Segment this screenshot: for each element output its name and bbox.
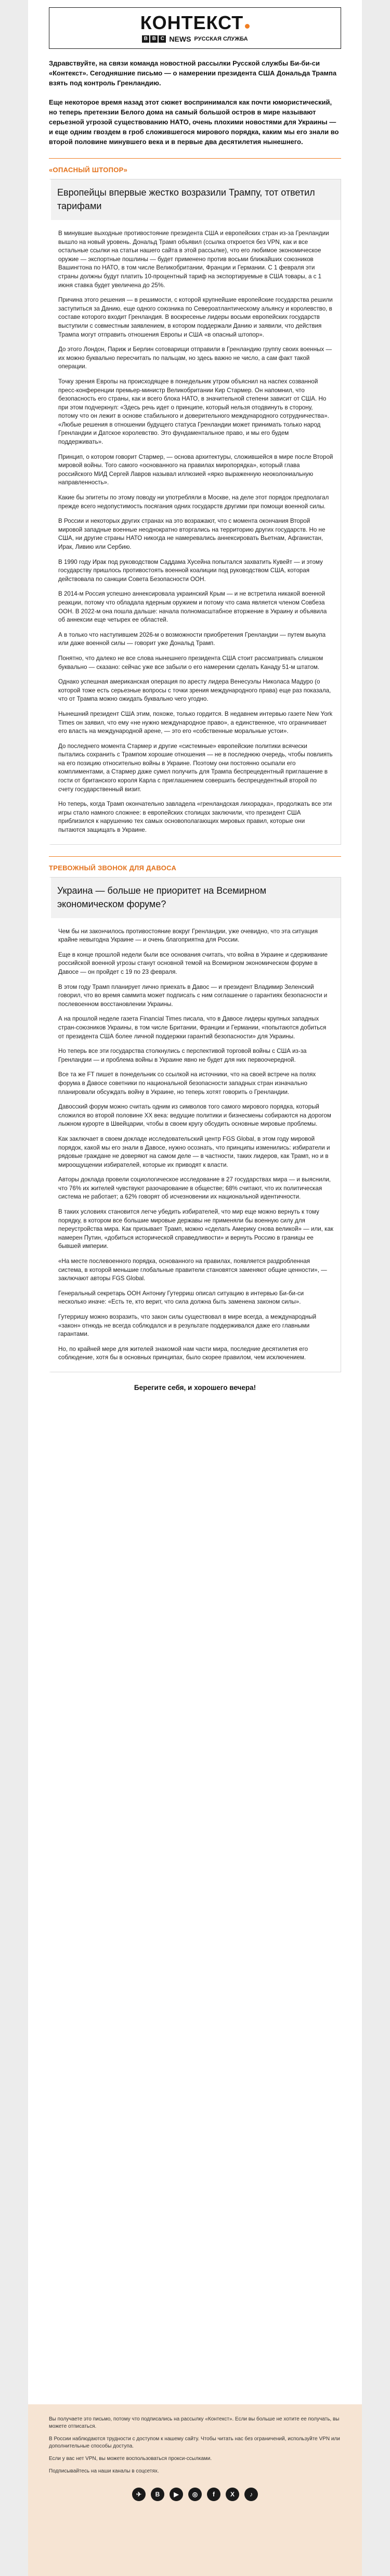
article-headline: Европейцы впервые жестко возразили Трампу, тот ответил тарифами	[51, 179, 341, 220]
bbc-letter: B	[142, 35, 149, 43]
article-paragraph: «На месте послевоенного порядка, основанного на правилах, появляется раздробленная система, в которой меньшие глобальные правители становятся заменяют общие ценности», — заключают авторы FGS Global.	[58, 1258, 327, 1282]
article-paragraph: Давосский форум можно считать одним из символов того самого мирового порядка, который сложился во второй половине XX века: ведущие политики и бизнесмены собираются на дорогом лыжном курорте в Швейцарии, чтобы в своем кругу обсудить основные мировые проблемы.	[58, 1103, 331, 1128]
article-paragraph: Но теперь все эти государства столкнулись с перспективой торговой войны с США из-за Гренландии — и проблема войны в Украине явно не будет для них первоочередной.	[58, 1048, 307, 1063]
article-paragraph: Принцип, о котором говорит Стармер, — основа архитектуры, сложившейся в мире после Второй мировой войны. Того самого «основанного на правилах миропорядка», который глава российского МИД Сергей Лавров называл иллюзией «ярко выраженную неоколониальную направленность».	[58, 453, 333, 486]
article-body	[51, 918, 341, 1372]
article-paragraph: В этом году Трамп планирует лично приехать в Давос — и президент Владимир Зеленский говорил, что во время саммита может подписать с ним соглашение о гарантиях безопасности и послевоенном восстановлении Украины.	[58, 983, 328, 1008]
footer	[28, 2404, 362, 2576]
article-paragraph: В минувшие выходные противостояние президента США и европейских стран из-за Гренландии вышло на новый уровень. Дональд Трамп объявил (ссылка откроется без VPN, как и все остальные ссылки на статьи нашего сайта в этой рассылке), что его любимое экономическое оружие — экспортные пошлины — будет применено против восьми ближайших союзников Вашингтона по НАТО, в том числе Великобритании, Франции и Германии. С 1 февраля эти страны должны будут платить 10-процентный тариф на экспортируемые в США товары, а с 1 июня ставка будет увеличена до 25%.	[58, 230, 329, 289]
intro-paragraph: Здравствуйте, на связи команда новостной рассылки Русской службы Би-би-си «Контекст». Сегодняшние письмо — о намерении президента США Дональда Трампа взять под контроль Гренландию.	[49, 59, 337, 87]
sign-off: Берегите себя, и хорошего вечера!	[134, 1383, 256, 1392]
telegram-icon[interactable]: ✈	[132, 2488, 146, 2501]
youtube-icon[interactable]: ▶	[170, 2488, 183, 2501]
article-paragraph: Гутерришу можно возразить, что закон силы существовал в мире всегда, а международный «закон» отнюдь не всегда соблюдался и в результате поддерживался даже его главными гарантами.	[58, 1313, 317, 1338]
section-title: «ОПАСНЫЙ ШТОПОР»	[49, 166, 128, 174]
article-paragraph: Нынешний президент США этим, похоже, только гордится. В недавнем интервью газете New York Times он заявил, что ему «не нужно международное право», а единственное, что ограничивает его власть на международной арене, — это его «собственные моральные устои».	[58, 710, 333, 735]
article-body	[51, 220, 341, 844]
bbc-letter: C	[159, 35, 166, 43]
article-paragraph: Понятно, что далеко не все слова нынешнего президента США стоит рассматривать слишком буквально — сказано: сейчас уже все забыли о его намерении сделать Канаду 51-м штатом.	[58, 654, 323, 671]
facebook-icon[interactable]: f	[207, 2488, 220, 2501]
article-paragraph: Чем бы ни закончилось противостояние вокруг Гренландии, уже очевидно, что эта ситуация крайне невыгодна Украине — и очень благоприятна для России.	[58, 928, 318, 944]
section-divider	[49, 856, 341, 857]
section-divider	[49, 158, 341, 159]
kontekst-logo	[140, 13, 250, 33]
vk-icon[interactable]: В	[151, 2488, 164, 2501]
news-label: NEWS	[169, 35, 191, 43]
footer-note: Вы получаете это письмо, потому что подписались на рассылку «Контекст». Если вы больше не хотите ее получать, вы можете отписаться.	[49, 2416, 340, 2429]
article-paragraph: До последнего момента Стармер и другие «системные» европейские политики всячески пытались сохранить с Трампом хорошие отношения — не в последнюю очередь, чтобы повлиять на его позицию относительно войны в Украине. Поэтому они постоянно осыпали его комплиментами, а Стармер даже сумел получить для Трампа беспрецедентный приглашение в гости от британского короля Карла с приглашением совершить беспрецедентный второй по счету государственный визит.	[58, 742, 333, 793]
article-paragraph: Однако успешная американская операция по аресту лидера Венесуэлы Николаса Мадуро (о которой тоже есть серьезные вопросы с точки зрения международного права) еще раз показала, что от Трампа можно ожидать буквально чего угодно.	[58, 678, 331, 703]
section-title: ТРЕВОЖНЫЙ ЗВОНОК ДЛЯ ДАВОСА	[49, 864, 177, 872]
article-card	[49, 877, 341, 1372]
footer-note: В России наблюдаются трудности с доступом к нашему сайту. Чтобы читать нас без ограничений, используйте VPN или дополнительные способы доступа.	[49, 2436, 340, 2449]
article-paragraph: В таких условиях становится легче убедить избирателей, что мир еще можно вернуть к тому порядку, в котором все большие мировые державы не применяли бы военную силу для переустройства мира. Как призывает Трамп, можно «сделать Америку снова великой» — или, как намерен Путин, «добиться исторической справедливости» и вернуть Россию в границы ее бывшей империи.	[58, 1208, 333, 1250]
newsletter-page	[28, 0, 362, 2576]
article-paragraph: Как заключает в своем докладе исследовательский центр FGS Global, в этом году мировой порядок, какой мы его знали в Давосе, нужно осознать, что принципы изменились: избиратели и рядовые граждане не доверяют на самом деле — в частности, таких лидеров, как Трамп, но и в мироощущении избирателей, которые их приводят к власти.	[58, 1135, 330, 1168]
bbc-logo	[142, 35, 166, 43]
tiktok-icon[interactable]: ♪	[244, 2488, 258, 2501]
social-links	[49, 2488, 341, 2501]
article-headline: Украина — больше не приоритет на Всемирном экономическом форуме?	[51, 878, 341, 918]
article-paragraph: А в только что наступившем 2026-м о возможности приобретения Гренландии — путем выкупа или даже военной силы — говорит уже Дональд Трамп.	[58, 631, 326, 647]
article-card	[49, 179, 341, 845]
logo-text: КОНТЕКСТ	[140, 12, 244, 33]
intro-paragraph: Еще некоторое время назад этот сюжет воспринимался как почти юмористический, но теперь претензии Белого дома на самый большой остров в мире называют серьезной угрозой существованию НАТО, очень плохими новостями для Украины — и еще одним гвоздем в гроб сложившегося мирового порядка, каким мы его знали во второй половине минувшего века и в первые два десятилетия нынешнего.	[49, 98, 339, 146]
article-paragraph: Но, по крайней мере для жителей знакомой нам части мира, последние десятилетия его соблюдение, хотя бы в основных принципах, было скорее правилом, чем исключением.	[58, 1345, 308, 1361]
service-label: РУССКАЯ СЛУЖБА	[194, 36, 248, 42]
logo-dot-icon	[245, 24, 250, 29]
article-paragraph: А на прошлой неделе газета Financial Times писала, что в Давосе лидеры крупных западных стран-союзников Украины, в том числе Британии, Франции и Германии, «попытаются добиться от президента США более личной поддержки гарантий безопасности» для Украины.	[58, 1015, 327, 1040]
article-paragraph: Точку зрения Европы на происходящее в понедельник утром объяснил на наспех созванной пресс-конференции премьер-министр Великобритании Кир Стармер. Он напомнил, что безопасность его страны, как и всего блока НАТО, в значительной степени зависит от США. Но при этом подчеркнул: «Здесь речь идет о принципе, который нельзя отодвинуть в сторону, потому что он лежит в основе стабильного и доверительного международного сотрудничества». «Любые решения в отношении будущего статуса Гренландии может принимать только народ Гренландии и Датское королевство. Это фундаментальное право, и мы его будем поддерживать».	[58, 378, 329, 446]
instagram-icon[interactable]: ◎	[188, 2488, 202, 2501]
article-paragraph: Авторы доклада провели социологическое исследование в 27 государствах мира — и выяснили, что 76% их жителей чувствуют разочарование в обществе; 68% считают, что их политическая система не работает; а 62% говорят об исчезновении их национальной идентичности.	[58, 1176, 331, 1201]
article-paragraph: В 2014-м Россия успешно аннексировала украинский Крым — и не встретила никакой военной реакции, потому что обладала ядерным оружием и потому что сама является членом Совбеза ООН. В 2022-м она пошла дальше: начала полномасштабное вторжение в Украину и объявила об аннексии еще четырех ее областей.	[58, 590, 327, 624]
newsletter-header	[49, 7, 341, 49]
article-paragraph: В 1990 году Ирак под руководством Саддама Хусейна попытался захватить Кувейт — и этому государству пришлось противостоять военной коалиции под руководством США, которая действовала по санкции Совета Безопасности ООН.	[58, 558, 323, 583]
article-paragraph: Генеральный секретарь ООН Антониу Гутерриш описал ситуацию в интервью Би-би-си несколько иначе: «Есть те, кто верит, что сила должна быть заменена законом силы».	[58, 1290, 304, 1306]
article-paragraph: До этого Лондон, Париж и Берлин сотоварищи отправили в Гренландию группу своих военных — их можно буквально пересчитать по пальцам, но здесь важно не число, а сам факт такой операции.	[58, 346, 332, 370]
article-paragraph: В России и некоторых других странах на это возражают, что с момента окончания Второй мировой западные военные неоднократно вторгались на территорию других государств. Но не США, ни другие страны НАТО никогда не намеревались аннексировать Вьетнам, Афганистан, Ирак, Ливию или Сербию.	[58, 518, 326, 550]
bbc-brand	[142, 35, 248, 43]
article-paragraph: Все та же FT пишет в понедельник со ссылкой на источники, что на своей встрече на полях форума в Давосе советники по национальной безопасности западных стран изначально планировали обсуждать войну в Украине, но теперь хотят говорить о Гренландии.	[58, 1071, 316, 1096]
article-paragraph: Какие бы эпитеты по этому поводу ни употребляли в Москве, на деле этот порядок предполагал прежде всего недопустимость посягания одних государств другими при помощи военной силы.	[58, 494, 329, 510]
bbc-letter: B	[150, 35, 158, 43]
article-paragraph: Еще в конце прошлой недели были все основания считать, что война в Украине и сдерживание российской военной угрозы станут основной темой на Всемирном экономическом форуме в Давосе — он пройдет с 19 по 23 февраля.	[58, 951, 328, 975]
x-icon[interactable]: X	[226, 2488, 239, 2501]
footer-note: Подписывайтесь на наши каналы в соцсетях.	[49, 2468, 159, 2474]
article-paragraph: Причина этого решения — в решимости, с которой крупнейшие европейские государства решили заступиться за Данию, еще одного союзника по Североатлантическому альянсу и королевство, в составе которого входит Гренландия. В воскресенье лидеры восьми европейских государств выступили с совместным заявлением, в котором поддержали Данию и заявили, что действия Трампа могут отправить отношения Европы и США «в опасный штопор».	[58, 297, 333, 338]
footer-note: Если у вас нет VPN, вы можете воспользоваться прокси-ссылками.	[49, 2456, 212, 2462]
article-paragraph: Но теперь, когда Трамп окончательно завладела «гренландская лихорадка», продолжать все эти игры стало намного сложнее: в европейских столицах заключили, что президент США приблизился к нарушению тех самых основополагающих мировых правил, которые они пытаются защищать в Украине.	[58, 801, 332, 834]
